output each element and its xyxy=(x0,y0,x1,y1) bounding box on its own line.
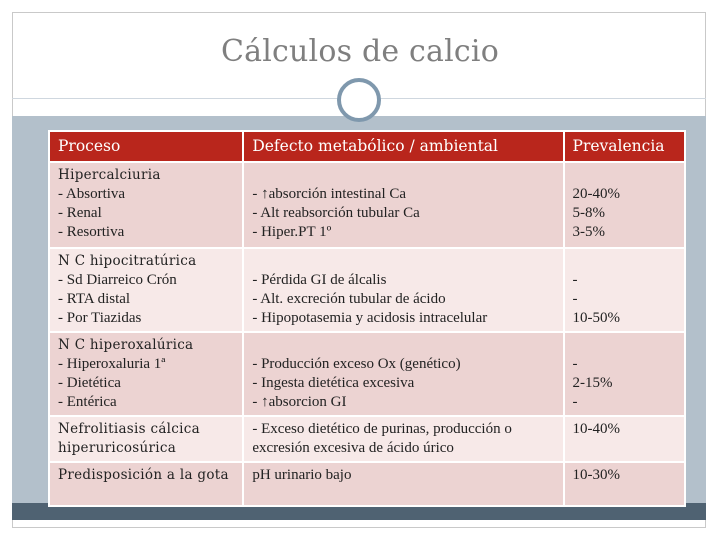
process-subitem: - Hiperoxaluria 1ª xyxy=(58,356,166,372)
process-subitem: - Absortiva xyxy=(58,186,126,202)
prevalence-value: 10-50% xyxy=(572,310,621,326)
defect-item: - Producción exceso Ox (genético) xyxy=(252,356,461,372)
prevalence-cell xyxy=(564,332,685,416)
prevalence-cell xyxy=(564,162,685,248)
table-header-row xyxy=(49,131,685,162)
table-row xyxy=(49,462,685,506)
table-row xyxy=(49,162,685,248)
defect-item: - Ingesta dietética excesiva xyxy=(252,375,415,391)
decorative-circle-icon xyxy=(337,78,381,122)
defect-item: - ↑absorcion GI xyxy=(252,394,347,410)
defect-cell xyxy=(243,332,563,416)
process-title: Hipercalciuria xyxy=(58,167,161,183)
process-cell xyxy=(49,332,243,416)
process-subitem: - Entérica xyxy=(58,394,117,410)
header-prevalencia: Prevalencia xyxy=(564,131,685,162)
prevalence-value: 5-8% xyxy=(572,205,606,221)
defect-item: - Alt. excreción tubular de ácido xyxy=(252,291,446,307)
prevalence-value: 2-15% xyxy=(572,375,613,391)
prevalence-value: 10-40% xyxy=(572,421,621,437)
defect-item: - Hipopotasemia y acidosis intracelular xyxy=(252,310,488,326)
prevalence-value: 20-40% xyxy=(572,186,621,202)
table-row xyxy=(49,332,685,416)
prevalence-value: - xyxy=(572,272,578,288)
calcium-stones-table xyxy=(48,130,686,507)
header-proceso: Proceso xyxy=(49,131,243,162)
process-cell xyxy=(49,162,243,248)
prevalence-cell xyxy=(564,462,685,506)
process-title: N C hipocitratúrica xyxy=(58,253,197,269)
prevalence-value: - xyxy=(572,291,578,307)
table-row xyxy=(49,416,685,462)
process-cell xyxy=(49,248,243,332)
process-subitem: - Renal xyxy=(58,205,102,221)
defect-item: - Exceso dietético de purinas, producción o excresión excesiva de ácido úrico xyxy=(252,421,512,456)
defect-item: - Hiper.PT 1º xyxy=(252,224,332,240)
process-subitem: - Dietética xyxy=(58,375,121,391)
defect-cell xyxy=(243,416,563,462)
process-subitem: - Resortiva xyxy=(58,224,125,240)
process-subitem: - RTA distal xyxy=(58,291,131,307)
prevalence-cell xyxy=(564,416,685,462)
defect-item: - Alt reabsorción tubular Ca xyxy=(252,205,420,221)
prevalence-value: - xyxy=(572,394,578,410)
header-defecto: Defecto metabólico / ambiental xyxy=(243,131,563,162)
process-title: Predisposición a la gota xyxy=(58,467,229,483)
defect-item: - Pérdida GI de álcalis xyxy=(252,272,387,288)
process-cell xyxy=(49,416,243,462)
defect-cell xyxy=(243,248,563,332)
defect-item: pH urinario bajo xyxy=(252,467,352,483)
process-title: N C hiperoxalúrica xyxy=(58,337,194,353)
defect-cell xyxy=(243,462,563,506)
process-subitem: - Sd Diarreico Crón xyxy=(58,272,177,288)
table-row xyxy=(49,248,685,332)
prevalence-value: - xyxy=(572,356,578,372)
prevalence-value: 3-5% xyxy=(572,224,606,240)
process-title: Nefrolitiasis cálcica hiperuricosúrica xyxy=(58,421,200,456)
process-subitem: - Por Tiazidas xyxy=(58,310,142,326)
slide-title: Cálculos de calcio xyxy=(221,34,499,69)
defect-cell xyxy=(243,162,563,248)
process-cell xyxy=(49,462,243,506)
prevalence-value: 10-30% xyxy=(572,467,621,483)
prevalence-cell xyxy=(564,248,685,332)
defect-item: - ↑absorción intestinal Ca xyxy=(252,186,407,202)
